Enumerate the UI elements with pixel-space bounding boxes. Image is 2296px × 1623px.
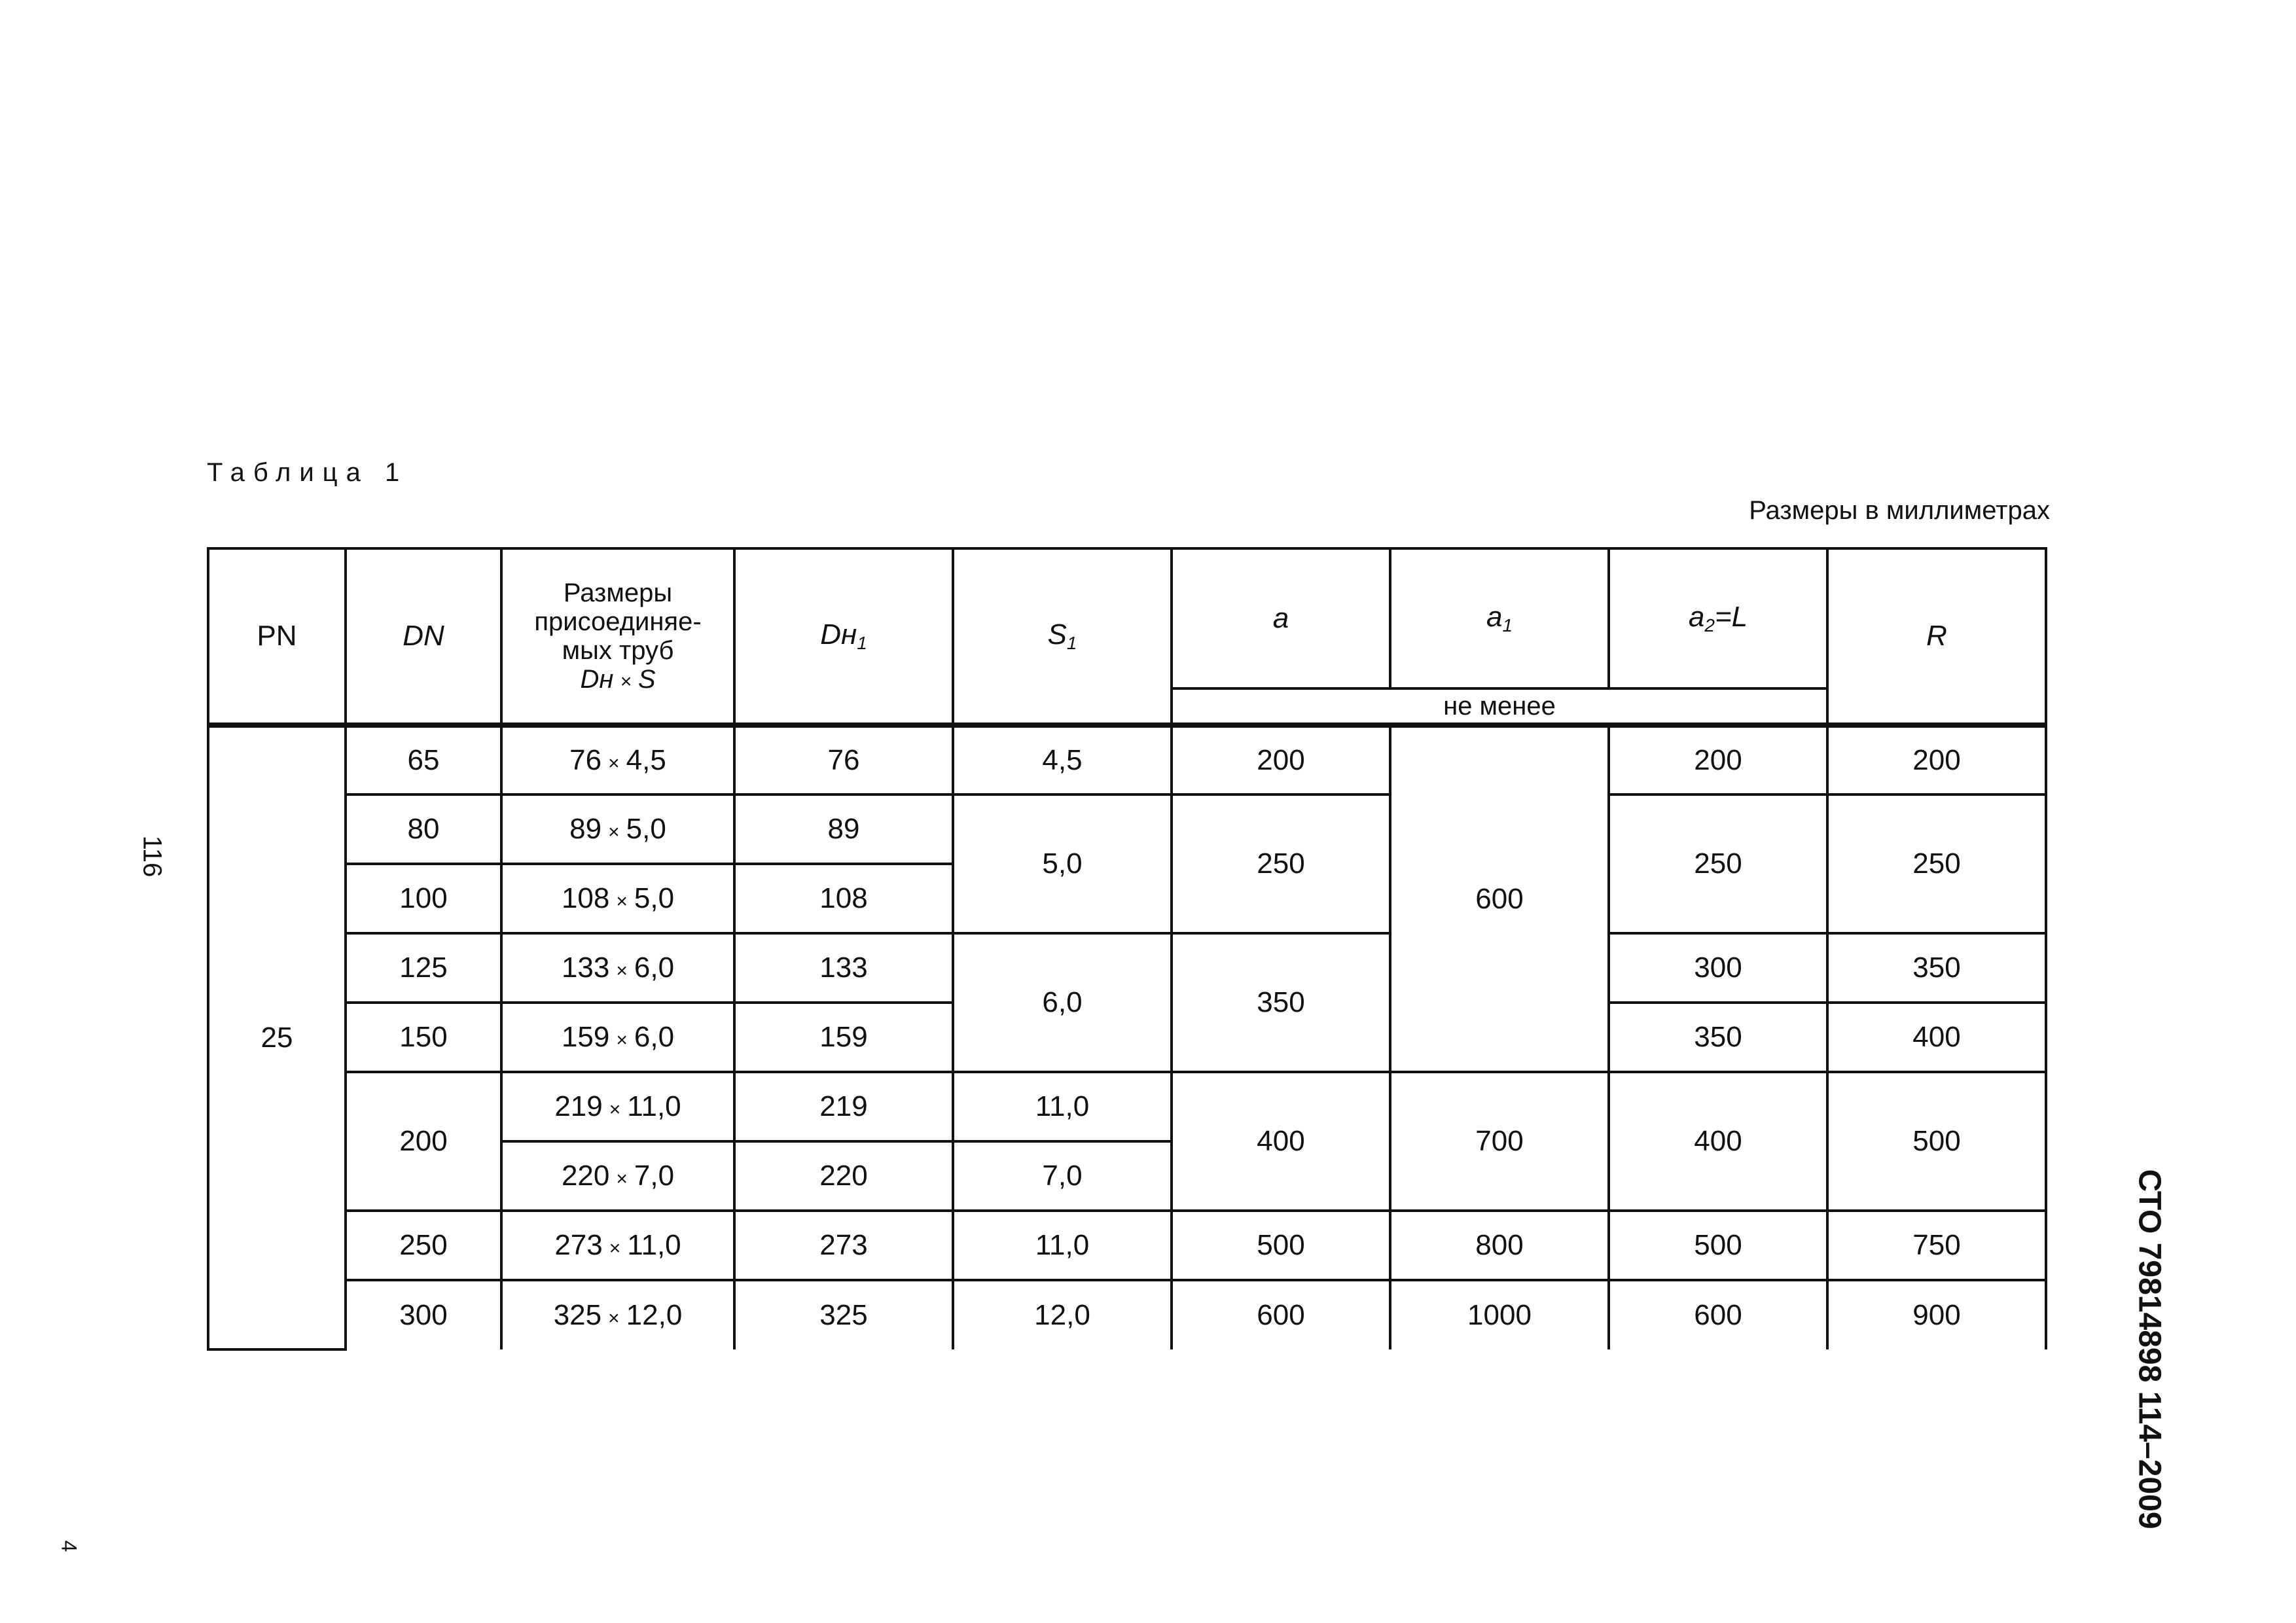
- pipe-d: 89: [569, 812, 602, 845]
- header-pipe-sizes: [501, 548, 734, 725]
- cell-dn: 125: [346, 933, 501, 1003]
- cell-s1: 4,5: [953, 725, 1172, 794]
- cell-dh1: 76: [734, 725, 953, 794]
- cell-s1: 12,0: [953, 1280, 1172, 1349]
- times-sign: ×: [608, 752, 620, 774]
- header-s1: [953, 548, 1172, 725]
- header-a1: [1390, 548, 1609, 688]
- cell-dn: 100: [346, 864, 501, 933]
- pipe-d: 108: [561, 882, 610, 914]
- table-caption: Таблица 1: [207, 458, 408, 487]
- cell-a2: 200: [1609, 725, 1827, 794]
- cell-dh1: 325: [734, 1280, 953, 1349]
- cell-a1: 800: [1390, 1211, 1609, 1280]
- cell-r: 350: [1827, 933, 2046, 1003]
- pipe-d: 159: [561, 1020, 610, 1053]
- pipe-s: 6,0: [634, 951, 675, 984]
- table-row: [208, 794, 2046, 864]
- dimensions-table: [207, 547, 2047, 1351]
- header-pipe-sizes-formula: [503, 665, 733, 694]
- table-row: [208, 725, 2046, 794]
- cell-a: 400: [1172, 1072, 1390, 1211]
- cell-dn: 300: [346, 1280, 501, 1349]
- header-s1-sub: 1: [1066, 632, 1077, 653]
- cell-r: 750: [1827, 1211, 2046, 1280]
- header-pipe-sizes-line1: Размеры: [563, 579, 673, 607]
- times-sign: ×: [608, 1307, 620, 1329]
- pipe-s: 7,0: [634, 1159, 675, 1192]
- header-row: [208, 548, 2046, 688]
- cell-pipe-size: [501, 1280, 734, 1349]
- cell-dn: 80: [346, 794, 501, 864]
- rotated-page-number: 116: [137, 835, 167, 878]
- cell-s1: 7,0: [953, 1141, 1172, 1211]
- header-pn: PN: [208, 548, 346, 725]
- times-sign: ×: [616, 959, 628, 982]
- pipe-s: 5,0: [626, 812, 666, 845]
- units-note: Размеры в миллиметрах: [1749, 496, 2050, 525]
- header-pipe-sizes-line3: мых труб: [562, 636, 674, 665]
- header-a1-sub: 1: [1502, 615, 1513, 635]
- cell-a: 600: [1172, 1280, 1390, 1349]
- cell-r: 900: [1827, 1280, 2046, 1349]
- times-sign: ×: [616, 890, 628, 912]
- times-sign: ×: [616, 1168, 628, 1190]
- standard-id: СТО 79814898 114–2009: [2132, 1169, 2167, 1529]
- times-sign: ×: [609, 1098, 621, 1120]
- cell-dh1: 220: [734, 1141, 953, 1211]
- cell-dn: 65: [346, 725, 501, 794]
- formula-s: S: [637, 665, 656, 694]
- table-row: [208, 1211, 2046, 1280]
- cell-r: 200: [1827, 725, 2046, 794]
- cell-r: 250: [1827, 794, 2046, 933]
- table-row: [208, 933, 2046, 1003]
- header-a: a: [1172, 548, 1390, 688]
- cell-a: 350: [1172, 933, 1390, 1072]
- cell-a2: 350: [1609, 1003, 1827, 1072]
- cell-a2: 500: [1609, 1211, 1827, 1280]
- cell-pipe-size: [501, 1072, 734, 1141]
- times-sign: ×: [609, 1237, 621, 1259]
- cell-a2: 250: [1609, 794, 1827, 933]
- cell-a1: 1000: [1390, 1280, 1609, 1349]
- cell-a: 200: [1172, 725, 1390, 794]
- header-r: R: [1827, 548, 2046, 725]
- cell-a2: 400: [1609, 1072, 1827, 1211]
- cell-pipe-size: [501, 794, 734, 864]
- corner-page-number: 4: [57, 1540, 81, 1552]
- cell-s1: 11,0: [953, 1072, 1172, 1141]
- cell-a: 500: [1172, 1211, 1390, 1280]
- cell-pipe-size: [501, 1003, 734, 1072]
- cell-dn: 250: [346, 1211, 501, 1280]
- pipe-s: 11,0: [627, 1090, 681, 1122]
- pipe-d: 76: [569, 743, 602, 776]
- cell-dn: 200: [346, 1072, 501, 1211]
- times-sign: ×: [616, 1029, 628, 1051]
- pipe-s: 12,0: [626, 1298, 683, 1331]
- cell-pipe-size: [501, 725, 734, 794]
- cell-dh1: 219: [734, 1072, 953, 1141]
- pipe-s: 11,0: [627, 1228, 681, 1261]
- header-dh1: [734, 548, 953, 725]
- cell-r: 500: [1827, 1072, 2046, 1211]
- header-pipe-sizes-line2: присоединяе-: [534, 607, 702, 636]
- header-min-note: не менее: [1172, 688, 1827, 725]
- table-row: [208, 1072, 2046, 1141]
- formula-dh: Dн: [580, 665, 614, 694]
- table-row: [208, 1280, 2046, 1349]
- pipe-s: 6,0: [634, 1020, 675, 1053]
- header-a2-rest: =L: [1714, 600, 1748, 633]
- cell-a: 250: [1172, 794, 1390, 933]
- header-dn: DN: [346, 548, 501, 725]
- cell-dh1: 89: [734, 794, 953, 864]
- header-s1-main: S: [1047, 618, 1067, 651]
- cell-pipe-size: [501, 933, 734, 1003]
- header-a2-sub: 2: [1704, 615, 1715, 635]
- times-sign: ×: [608, 821, 620, 843]
- cell-a2: 300: [1609, 933, 1827, 1003]
- pipe-d: 273: [554, 1228, 603, 1261]
- cell-a2: 600: [1609, 1280, 1827, 1349]
- pipe-s: 4,5: [626, 743, 666, 776]
- pipe-d: 219: [554, 1090, 603, 1122]
- formula-times: ×: [620, 671, 632, 692]
- cell-pipe-size: [501, 1211, 734, 1280]
- cell-pipe-size: [501, 1141, 734, 1211]
- pipe-d: 220: [561, 1159, 610, 1192]
- cell-dh1: 159: [734, 1003, 953, 1072]
- header-dh1-sub: 1: [857, 632, 867, 653]
- cell-s1: 11,0: [953, 1211, 1172, 1280]
- cell-pn: 25: [208, 725, 346, 1349]
- cell-pipe-size: [501, 864, 734, 933]
- cell-dh1: 108: [734, 864, 953, 933]
- cell-a1: 600: [1390, 725, 1609, 1072]
- cell-a1: 700: [1390, 1072, 1609, 1211]
- cell-dn: 150: [346, 1003, 501, 1072]
- header-a2-main: a: [1688, 600, 1705, 633]
- cell-dh1: 273: [734, 1211, 953, 1280]
- pipe-d: 325: [553, 1298, 602, 1331]
- header-dh1-main: Dн: [820, 618, 857, 651]
- cell-s1: 6,0: [953, 933, 1172, 1072]
- cell-s1: 5,0: [953, 794, 1172, 933]
- pipe-d: 133: [561, 951, 610, 984]
- cell-r: 400: [1827, 1003, 2046, 1072]
- header-a2: [1609, 548, 1827, 688]
- header-a1-main: a: [1486, 600, 1503, 633]
- cell-dh1: 133: [734, 933, 953, 1003]
- pipe-s: 5,0: [634, 882, 675, 914]
